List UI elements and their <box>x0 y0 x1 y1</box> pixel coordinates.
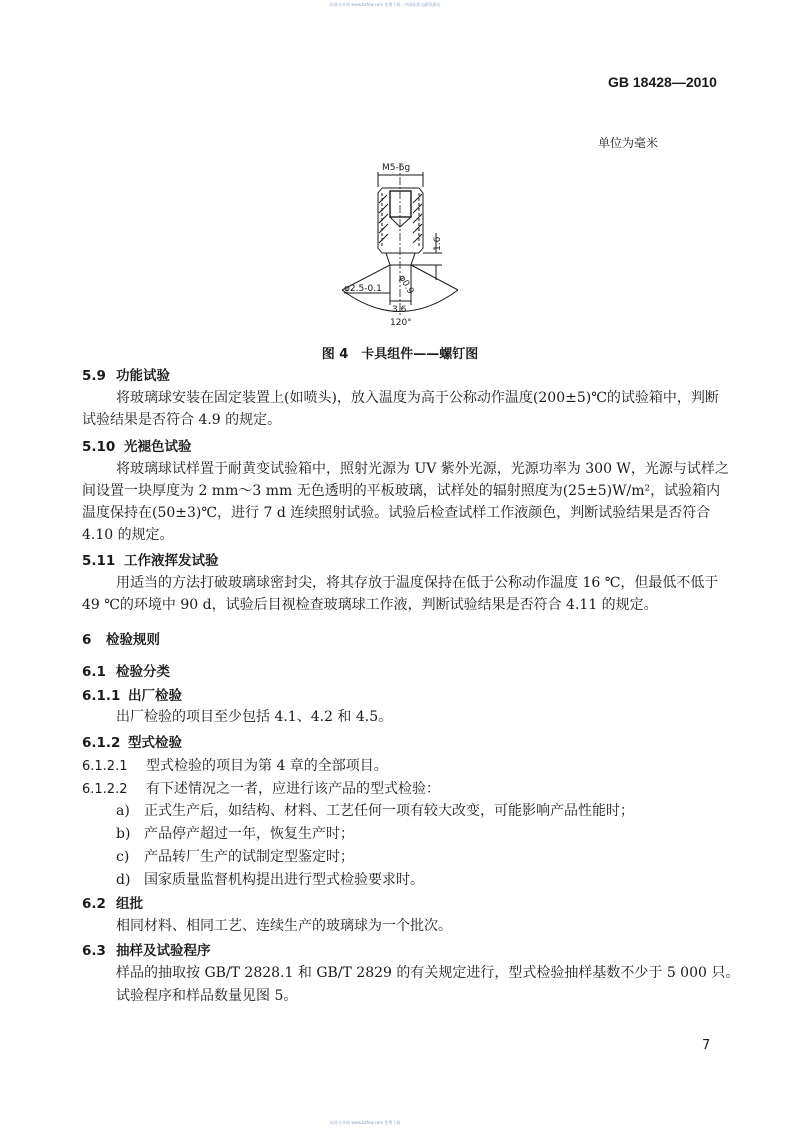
list-item <box>116 800 634 820</box>
heading-title: 功能试验 <box>116 368 170 384</box>
para-5-9-line2: 试验结果是否符合 4.9 的规定。 <box>82 412 282 428</box>
heading-title: 光褪色试验 <box>124 439 192 455</box>
list-marker: c) <box>116 849 130 865</box>
heading-5-10 <box>82 435 192 455</box>
heading-6 <box>82 628 160 648</box>
list-item <box>116 823 354 843</box>
list-text: 产品停产超过一年，恢复生产时； <box>144 826 354 842</box>
thread-label: M5-6g <box>382 163 411 173</box>
heading-number: 5.9 <box>82 368 106 384</box>
clause-text: 有下述情况之一者，应进行该产品的型式检验： <box>146 781 440 797</box>
top-watermark: 标准分享网 www.bzfxw.com 免费下载 · 中国标准文献资源站 <box>330 2 441 7</box>
clause-text: 型式检验的项目为第 4 章的全部项目。 <box>146 758 388 774</box>
heading-6-1-1 <box>82 684 182 704</box>
clause-number: 6.1.2.1 <box>82 759 128 774</box>
para-5-10-line3: 温度保持在(50±3)℃，进行 7 d 连续照射试验。试验后检查试样工作液颜色，判断试验结果是否符合 <box>82 505 711 521</box>
bottom-watermark: 标准分享网 www.bzfxw.com 免费下载 <box>330 1120 401 1125</box>
heading-number: 6.2 <box>82 896 106 912</box>
para-5-9-line1: 将玻璃球安装在固定装置上(如喷头)，放入温度为高于公称动作温度(200±5)℃的试验箱中，判断 <box>116 390 719 406</box>
para-6-1-1: 出厂检验的项目至少包括 4.1、4.2 和 4.5。 <box>116 709 393 725</box>
list-marker: a) <box>116 803 130 819</box>
angle-120-label: 120° <box>390 318 412 328</box>
heading-number: 6.1 <box>82 664 106 680</box>
dim-2-5-label: φ2.5-0.1 <box>344 284 382 294</box>
list-item <box>116 846 354 866</box>
dim-3-6-label: 3.6 <box>392 305 407 315</box>
heading-title: 组批 <box>116 896 143 912</box>
list-text: 国家质量监督机构提出进行型式检验要求时。 <box>144 872 424 888</box>
heading-title: 型式检验 <box>128 735 182 751</box>
clause-6-1-2-2 <box>82 778 440 798</box>
list-text: 产品转厂生产的试制定型鉴定时； <box>144 849 354 865</box>
heading-title: 检验分类 <box>116 664 170 680</box>
para-6-2: 相同材料、相同工艺、连续生产的玻璃球为一个批次。 <box>116 918 452 934</box>
screw-drawing <box>330 155 470 330</box>
heading-number: 5.11 <box>82 553 116 569</box>
list-item <box>116 869 424 889</box>
standard-number: GB 18428—2010 <box>608 74 717 90</box>
page-number: 7 <box>702 1038 711 1053</box>
heading-title: 检验规则 <box>106 632 160 648</box>
heading-number: 6.1.1 <box>82 688 121 704</box>
dim-0-9-label: φ0.9 <box>396 273 416 297</box>
dim-1-6-label: 1.6 <box>433 236 443 251</box>
para-5-10-line2: 间设置一块厚度为 2 mm～3 mm 无色透明的平板玻璃，试样处的辐射照度为(25±5)W/m²，试验箱内 <box>82 483 721 499</box>
heading-number: 5.10 <box>82 439 116 455</box>
para-5-11-line1: 用适当的方法打破玻璃球密封尖，将其存放于温度保持在低于公称动作温度 16 ℃，但最低不低于 <box>116 575 719 591</box>
unit-note: 单位为毫米 <box>598 136 659 150</box>
heading-number: 6.3 <box>82 943 106 959</box>
heading-6-1-2 <box>82 731 182 751</box>
heading-5-9 <box>82 364 170 384</box>
para-5-10-line1: 将玻璃球试样置于耐黄变试验箱中，照射光源为 UV 紫外光源，光源功率为 300 W，光源与试样之 <box>116 461 729 477</box>
para-5-10-line4: 4.10 的规定。 <box>82 527 174 543</box>
clause-6-1-2-1 <box>82 755 388 775</box>
heading-number: 6.1.2 <box>82 735 121 751</box>
heading-title: 出厂检验 <box>128 688 182 704</box>
heading-number: 6 <box>82 632 92 648</box>
heading-6-3 <box>82 939 211 959</box>
heading-5-11 <box>82 549 219 569</box>
heading-title: 抽样及试验程序 <box>116 943 211 959</box>
para-6-3-line2: 试验程序和样品数量见图 5。 <box>116 988 298 1004</box>
heading-title: 工作液挥发试验 <box>124 553 219 569</box>
list-text: 正式生产后，如结构、材料、工艺任何一项有较大改变，可能影响产品性能时； <box>144 803 634 819</box>
heading-6-2 <box>82 892 143 912</box>
clause-number: 6.1.2.2 <box>82 782 128 797</box>
list-marker: b) <box>116 826 131 842</box>
para-6-3-line1: 样品的抽取按 GB/T 2828.1 和 GB/T 2829 的有关规定进行，型式检验抽样基数不少于 5 000 只。 <box>116 965 740 981</box>
figure-caption: 图 4 卡具组件——螺钉图 <box>321 347 479 362</box>
para-5-11-line2: 49 ℃的环境中 90 d，试验后目视检查玻璃球工作液，判断试验结果是否符合 4.11 的规定。 <box>82 597 658 613</box>
heading-6-1 <box>82 660 170 680</box>
list-marker: d) <box>116 872 131 888</box>
